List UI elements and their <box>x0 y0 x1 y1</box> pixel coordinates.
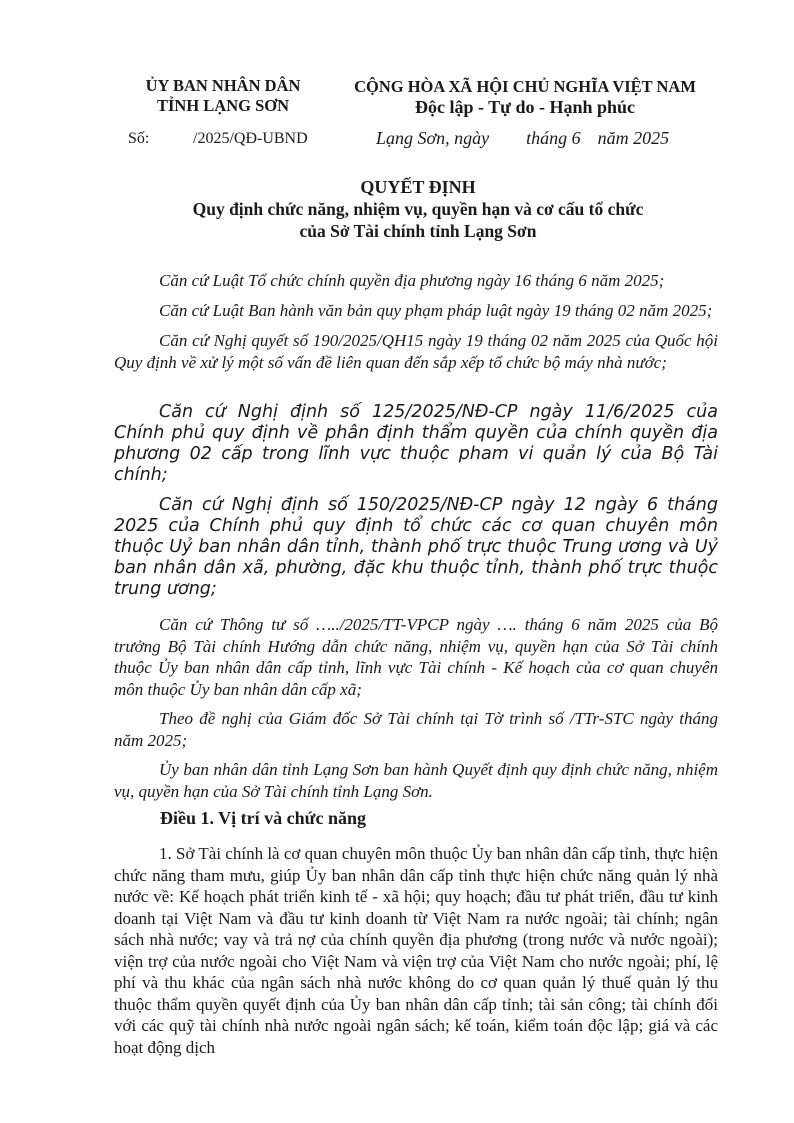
title-subject-line-1: Quy định chức năng, nhiệm vụ, quyền hạn và cơ cấu tổ chức <box>192 199 644 219</box>
number-label: Số: <box>128 130 150 147</box>
preamble-item: Theo đề nghị của Giám đốc Sở Tài chính tại Tờ trình số /TTr-STC ngày tháng năm 2025; <box>114 709 718 750</box>
preamble-item: Căn cứ Luật Ban hành văn bản quy phạm pháp luật ngày 19 tháng 02 năm 2025; <box>159 301 713 320</box>
title-subject-line-2: của Sở Tài chính tỉnh Lạng Sơn <box>299 221 537 241</box>
national-motto <box>330 76 720 118</box>
issuing-authority <box>118 76 328 116</box>
document-title <box>118 176 718 242</box>
preamble-item: Căn cứ Thông tư số …../2025/TT-VPCP ngày …. tháng 6 năm 2025 của Bộ trưởng Bộ Tài chính Hướng dẫn chức năng, nhiệm vụ, quyền hạn của Sở Tài chính thuộc Ủy ban nhân dân cấp tỉnh, lĩnh vực Tài chính - Kế hoạch của cơ quan chuyên môn thuộc Ủy ban nhân dân cấp xã; <box>114 615 718 699</box>
article-heading: Điều 1. Vị trí và chức năng <box>160 808 366 828</box>
preamble-item: Ủy ban nhân dân tỉnh Lạng Sơn ban hành Quyết định quy định chức năng, nhiệm vụ, quyền hạn của Sở Tài chính tỉnh Lạng Sơn. <box>114 760 718 801</box>
preamble-item: Căn cứ Nghị định số 125/2025/NĐ-CP ngày 11/6/2025 của Chính phủ quy định về phân định thẩm quyền của chính quyền địa phương 02 cấp trong lĩnh vực thuộc pham vi quản lý của Bộ Tài chính; <box>114 402 718 485</box>
date-place-day: Lạng Sơn, ngày <box>376 128 490 148</box>
title-type: QUYẾT ĐỊNH <box>360 177 476 197</box>
authority-line-2: TỈNH LẠNG SƠN <box>156 96 290 115</box>
number-code: /2025/QĐ-UBND <box>193 130 308 147</box>
document-date <box>376 128 669 149</box>
motto: Độc lập - Tự do - Hạnh phúc <box>414 97 636 117</box>
authority-line-1: ỦY BAN NHÂN DÂN <box>145 76 301 95</box>
date-year: năm 2025 <box>597 128 670 148</box>
preamble-item: Căn cứ Nghị quyết số 190/2025/QH15 ngày 19 tháng 02 năm 2025 của Quốc hội Quy định về xử lý một số vấn đề liên quan đến sắp xếp tổ chức bộ máy nhà nước; <box>114 331 718 372</box>
country-name: CỘNG HÒA XÃ HỘI CHỦ NGHĨA VIỆT NAM <box>354 77 696 96</box>
preamble-item: Căn cứ Luật Tổ chức chính quyền địa phương ngày 16 tháng 6 năm 2025; <box>159 271 665 290</box>
article-clause: 1. Sở Tài chính là cơ quan chuyên môn thuộc Ủy ban nhân dân cấp tỉnh, thực hiện chức năng tham mưu, giúp Ủy ban nhân dân cấp tỉnh thực hiện chức năng quản lý nhà nước về: Kế hoạch phát triển kinh tế - xã hội; quy hoạch; đầu tư phát triển, đầu tư kinh doanh tại Việt Nam và đầu tư kinh doanh từ Việt Nam ra nước ngoài; tài chính; ngân sách nhà nước; vay và trả nợ của chính quyền địa phương (trong nước và nước ngoài); viện trợ của nước ngoài cho Việt Nam và viện trợ của Việt Nam cho nước ngoài; phí, lệ phí và thu khác của ngân sách nhà nước không do cơ quan quản lý thuế quản lý thu thuộc thẩm quyền quyết định của Ủy ban nhân dân cấp tỉnh; tài sản công; tài chính đối với các quỹ tài chính nhà nước ngoài ngân sách; kế toán, kiểm toán độc lập; giá và các hoạt động dịch <box>114 844 718 1057</box>
preamble-item: Căn cứ Nghị định số 150/2025/NĐ-CP ngày 12 ngày 6 tháng 2025 của Chính phủ quy định tổ chức các cơ quan chuyên môn thuộc Uỷ ban nhân dân tỉnh, thành phố trực thuộc Trung ương và Uỷ ban nhân dân xã, phường, đặc khu thuộc tỉnh, thành phố trực thuộc trung ương; <box>114 495 718 599</box>
date-month: tháng 6 <box>526 128 581 148</box>
